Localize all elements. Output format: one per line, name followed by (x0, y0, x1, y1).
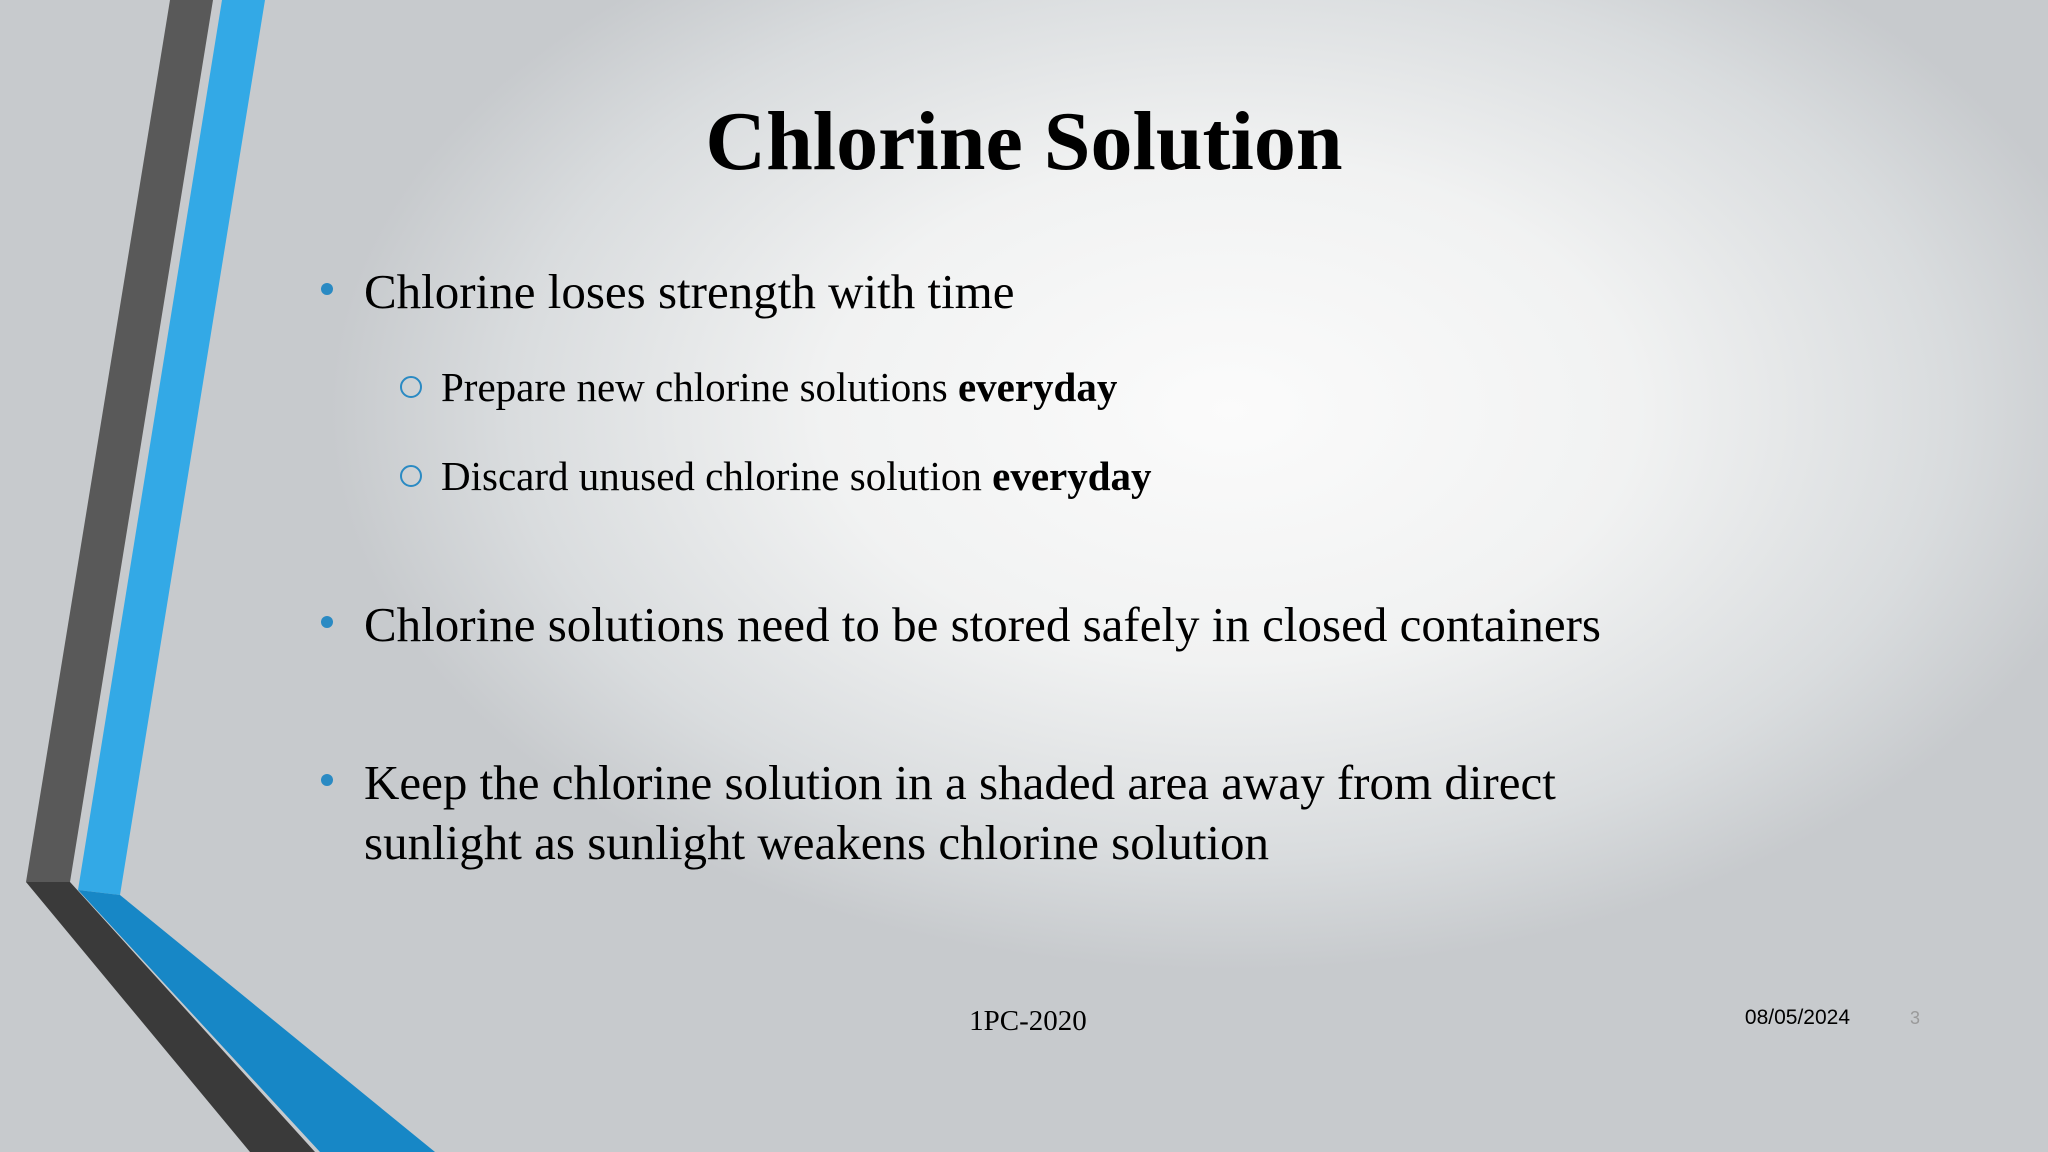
subbullet-text: Prepare new chlorine solutions everyday (441, 364, 1118, 410)
bullet-text: Chlorine solutions need to be stored safely in closed containers (364, 597, 1601, 652)
bullet-marker (321, 283, 333, 295)
subbullet-emphasis: everyday (992, 453, 1152, 499)
footer-date: 08/05/2024 (1744, 1006, 1850, 1029)
bullet-marker (321, 616, 333, 628)
subbullet-text: Discard unused chlorine solution everyday (441, 453, 1152, 499)
footer-text: 1PC-2020 (969, 1005, 1087, 1037)
slide-title: Chlorine Solution (705, 95, 1343, 188)
subbullet-marker (400, 465, 422, 487)
subbullet-emphasis: everyday (957, 364, 1118, 410)
bullet-marker (321, 774, 333, 786)
bullet-text: Chlorine loses strength with time (364, 264, 1015, 319)
bullet-text: Keep the chlorine solution in a shaded area away from direct sunlight as sunlight weakens chlorine solution (364, 755, 1556, 870)
slide-number: 3 (1909, 1008, 1920, 1028)
subbullet-marker (400, 376, 422, 398)
gray-stripe-lower (26, 882, 315, 1152)
